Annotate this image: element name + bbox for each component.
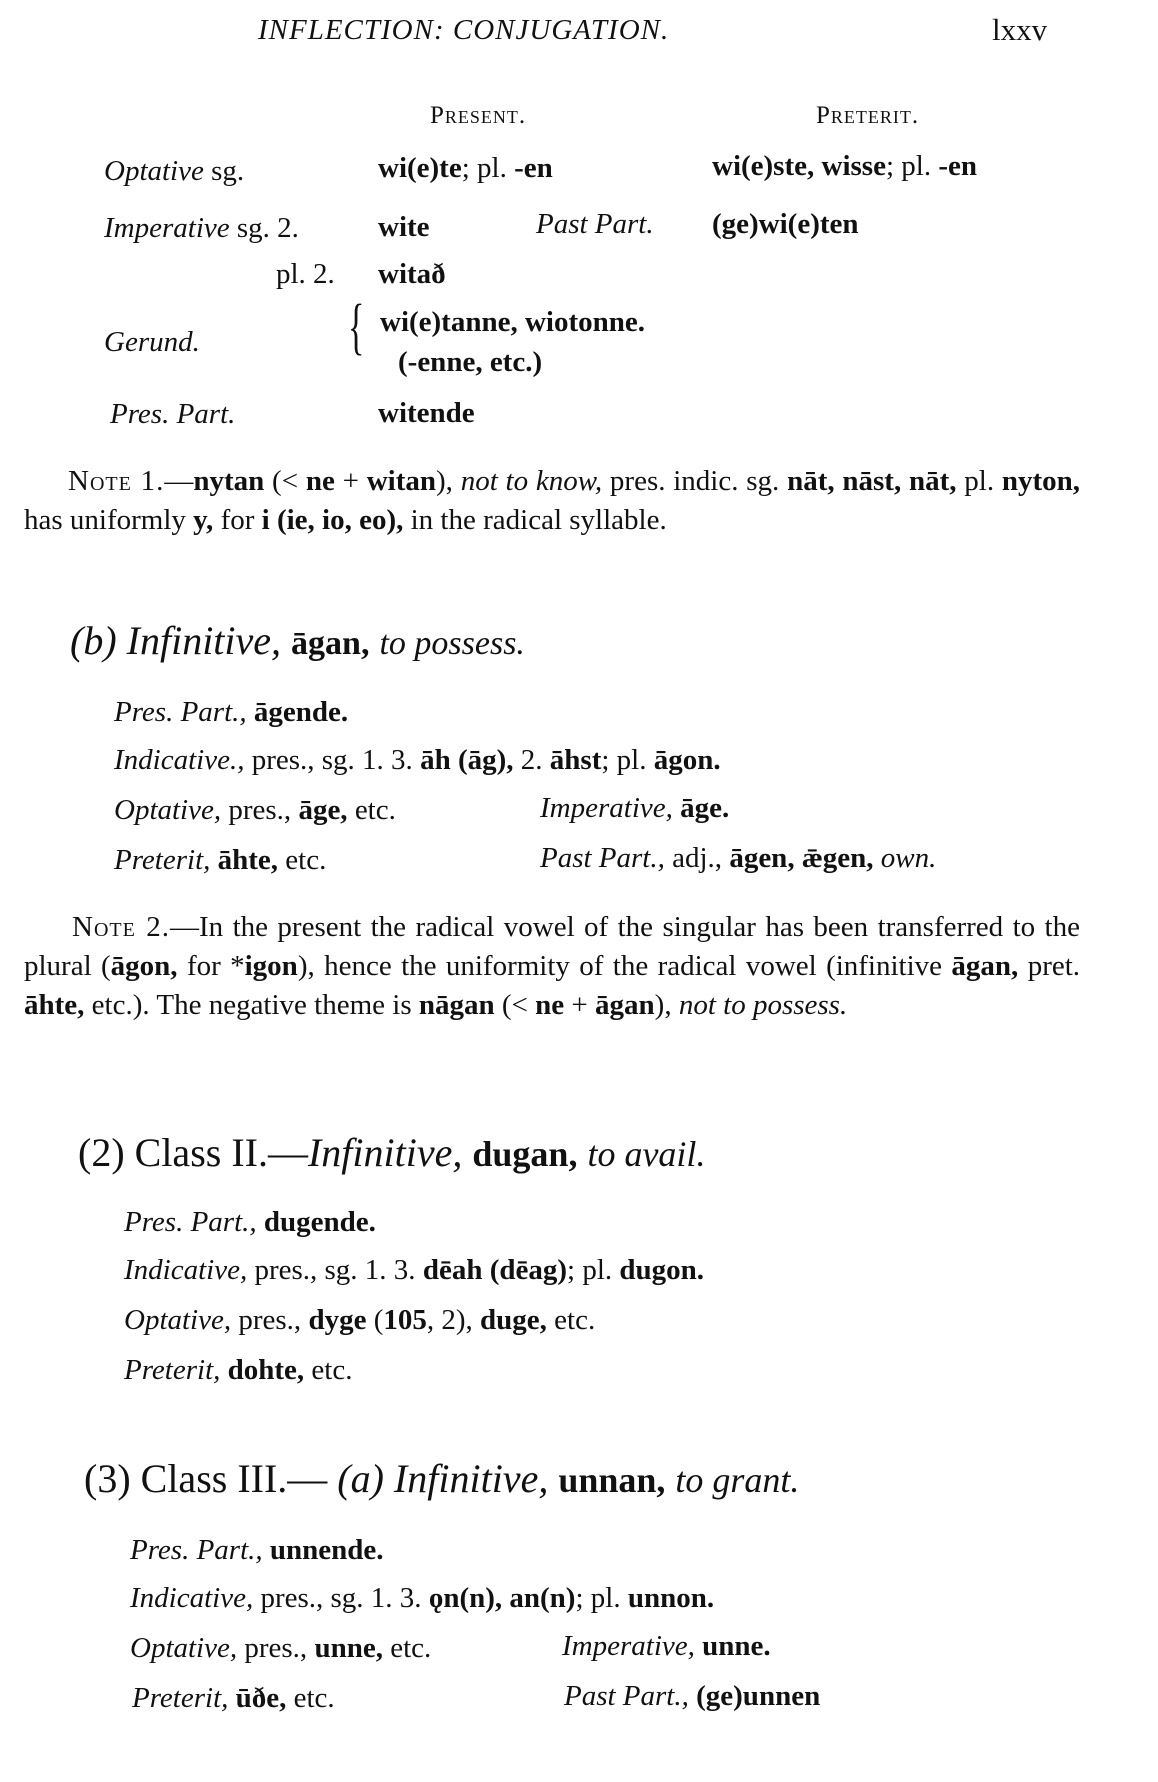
section-2-preterit: Preterit, dohte, etc. [124, 1354, 353, 1386]
section-3-past-part: Past Part., (ge)unnen [564, 1680, 821, 1712]
row-optative-label: Optative sg. [104, 155, 245, 187]
gerund-form-2 [398, 346, 542, 379]
note-2: Note 2.—In the present the radical vowel of the singular has been transferred to the plural (āgon, for *igon), hence the uniformity of the radical vowel (infinitive āgan, pret. āhte, etc.). The negative theme is nāgan (< ne + āgan), not to possess. [24, 911, 1081, 1021]
row-imperative-label: Imperative sg. 2. [104, 212, 299, 244]
optative-present-form: wi(e)te; pl. -en [378, 152, 553, 184]
section-2-heading: (2) Class II.—Infinitive, dugan, to avail. [78, 1130, 706, 1175]
page-number: lxxv [992, 12, 1048, 47]
pres-part-label: Pres. Part. [110, 398, 236, 430]
section-b-imperative: Imperative, āge. [540, 792, 730, 824]
optative-preterit-form: wi(e)ste, wisse; pl. -en [712, 150, 977, 182]
running-header-title: INFLECTION: CONJUGATION. [258, 14, 670, 46]
section-2-optative: Optative, pres., dyge (105, 2), duge, etc. [124, 1304, 596, 1336]
note-1: Note 1.—nytan (< ne + witan), not to know, pres. indic. sg. nāt, nāst, nāt, pl. nyton, has uniformly y, for i (ie, io, eo), in the radical syllable. [24, 465, 1081, 536]
imperative-pl2-label: pl. 2. [276, 258, 335, 290]
past-part-form: (ge)wi(e)ten [712, 208, 859, 240]
section-3-heading: (3) Class III.— (a) Infinitive, unnan, to grant. [84, 1456, 800, 1501]
section-b-pres-part: Pres. Part., āgende. [114, 696, 349, 728]
pres-part-form: witende [378, 397, 475, 429]
gerund-form-2-text: (-enne, etc.) [398, 346, 543, 378]
section-2-indicative: Indicative, pres., sg. 1. 3. dēah (dēag); pl. dugon. [124, 1254, 705, 1286]
gerund-form-1: wi(e)tanne, wiotonne. [380, 306, 646, 338]
section-b-optative: Optative, pres., āge, etc. [114, 794, 396, 826]
section-3-indicative: Indicative, pres., sg. 1. 3. ǫn(n), an(n); pl. unnon. [130, 1582, 715, 1614]
column-header-preterit: Preterit. [816, 102, 920, 129]
curly-brace [348, 293, 378, 376]
section-3-imperative: Imperative, unne. [562, 1630, 771, 1662]
section-2-pres-part: Pres. Part., dugende. [124, 1206, 376, 1238]
section-3-optative: Optative, pres., unne, etc. [130, 1632, 432, 1664]
section-3-preterit: Preterit, ūðe, etc. [132, 1682, 335, 1714]
brace-glyph: { [348, 293, 365, 361]
section-3-pres-part: Pres. Part., unnende. [130, 1534, 384, 1566]
section-b-past-part: Past Part., adj., āgen, ǣgen, own. [540, 842, 937, 874]
imperative-sg-form: wite [378, 211, 430, 243]
imperative-pl-form: witað [378, 258, 446, 290]
column-header-present: Present. [430, 102, 527, 129]
section-b-indicative: Indicative., pres., sg. 1. 3. āh (āg), 2. āhst; pl. āgon. [114, 744, 721, 776]
past-part-label: Past Part. [536, 208, 654, 240]
gerund-label: Gerund. [104, 326, 200, 358]
section-b-heading: (b) Infinitive, āgan, to possess. [70, 618, 525, 663]
section-b-preterit: Preterit, āhte, etc. [114, 844, 327, 876]
